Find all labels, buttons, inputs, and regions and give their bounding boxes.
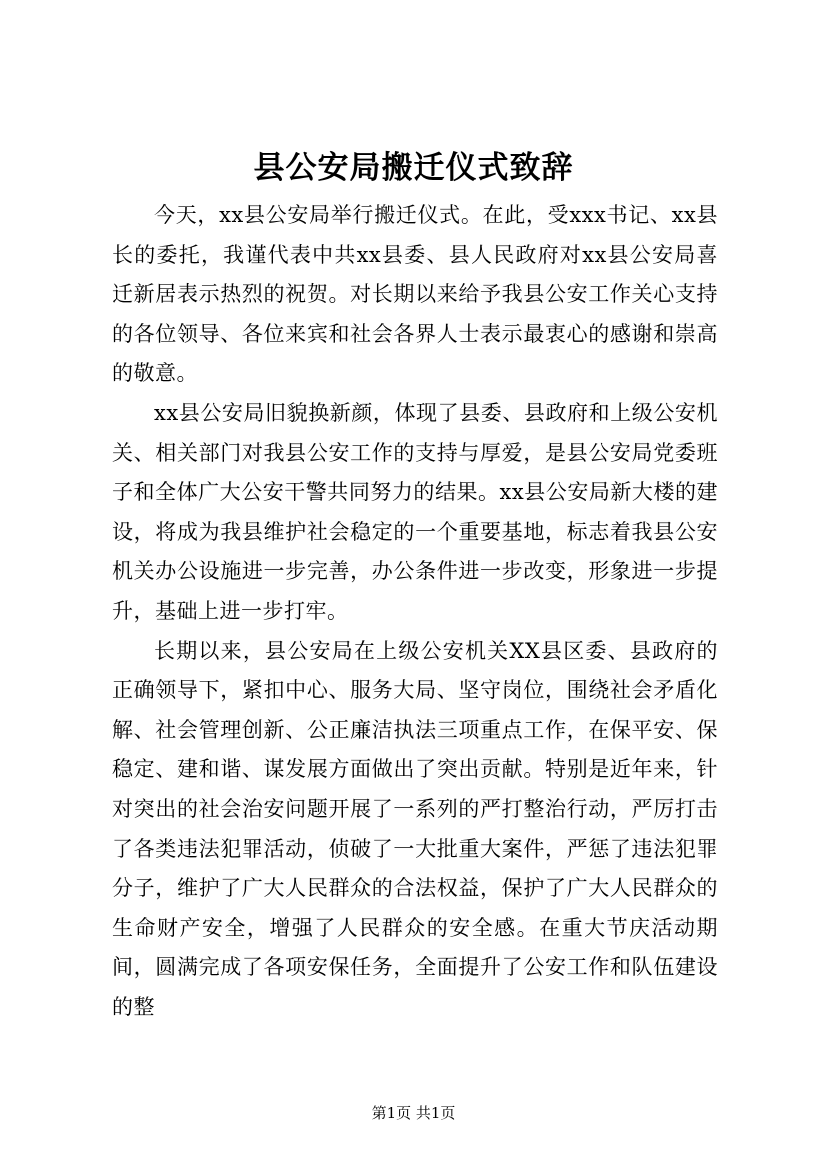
paragraph: 长期以来，县公安局在上级公安机关XX县区委、县政府的正确领导下，紧扣中心、服务大局、坚守岗位，围绕社会矛盾化解、社会管理创新、公正廉洁执法三项重点工作，在保平安、保稳定、建和谐、谋发展方面做出了突出贡献。特别是近年来，针对突出的社会治安问题开展了一系列的严打整治行动，严厉打击了各类违法犯罪活动，侦破了一大批重大案件，严惩了违法犯罪分子，维护了广大人民群众的合法权益，保护了广大人民群众的生命财产安全，增强了人民群众的安全感。在重大节庆活动期间，圆满完成了各项安保任务，全面提升了公安工作和队伍建设的整 — [112, 638, 718, 1019]
page-footer: 第1页 共1页 — [371, 1104, 456, 1122]
paragraph: xx县公安局旧貌换新颜，体现了县委、县政府和上级公安机关、相关部门对我县公安工作的支持与厚爱，是县公安局党委班子和全体广大公安干警共同努力的结果。xx县公安局新大楼的建设，将成为我县维护社会稳定的一个重要基地，标志着我县公安机关办公设施进一步完善，办公条件进一步改变，形象进一步提升，基础上进一步打牢。 — [112, 400, 718, 623]
document-title: 县公安局搬迁仪式致辞 — [253, 150, 574, 186]
document-body — [112, 196, 718, 1027]
paragraph: 今天，xx县公安局举行搬迁仪式。在此，受xxx书记、xx县长的委托，我谨代表中共xx县委、县人民政府对xx县公安局喜迁新居表示热烈的祝贺。对长期以来给予我县公安工作关心支持的各位领导、各位来宾和社会各界人士表示最衷心的感谢和崇高的敬意。 — [112, 203, 718, 386]
